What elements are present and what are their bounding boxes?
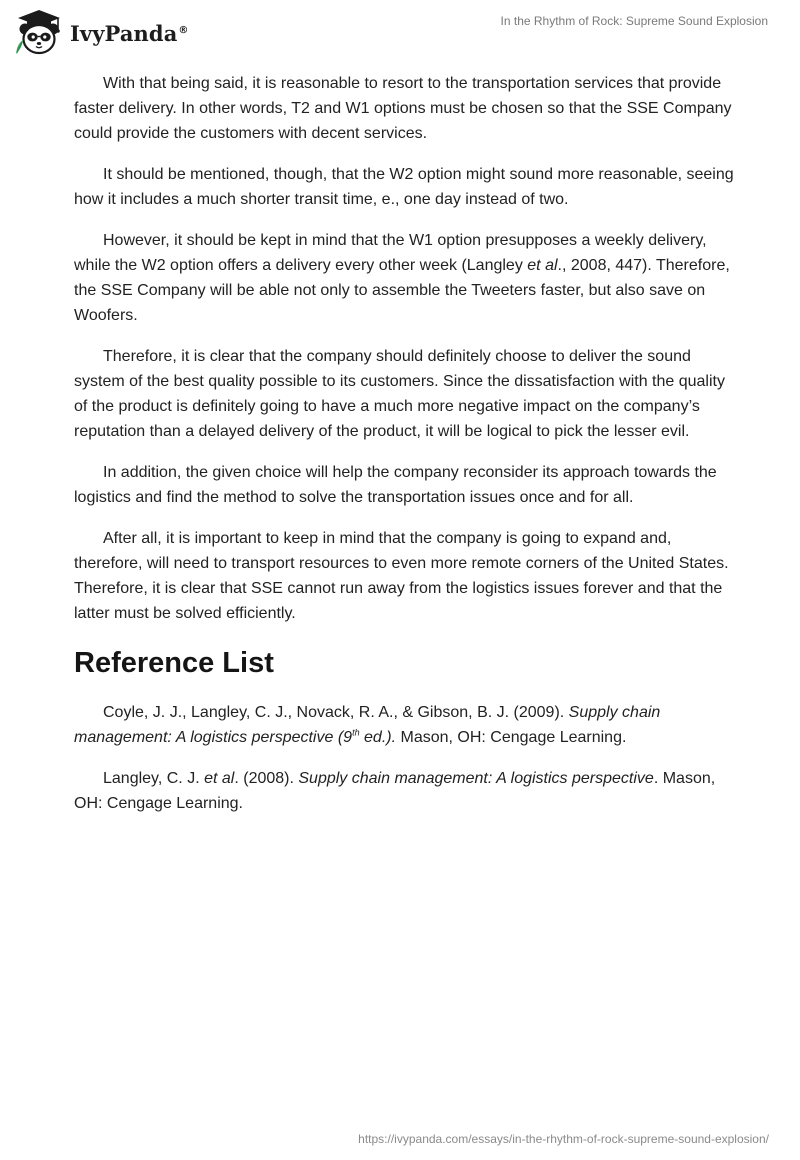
body-paragraph: It should be mentioned, though, that the W2 option might sound more reasonable, seeing how it includes a much shorter transit time, e., one day instead of two. [74, 166, 734, 208]
panda-graduate-icon [14, 8, 64, 56]
page-header [0, 0, 800, 60]
reference-entry: Langley, C. J. et al. (2008). Supply chain management: A logistics perspective. Mason, OH: Cengage Learning. [74, 770, 716, 812]
reference-list-heading: Reference List [74, 647, 274, 679]
body-paragraph: Therefore, it is clear that the company should definitely choose to deliver the sound system of the best quality possible to its customers. Since the dissatisfaction with the quality of the product is definitely going to have a much more negative impact on the company’s reputation than a delayed delivery of the product, it will be logical to pick the lesser evil. [74, 348, 725, 440]
body-paragraph: However, it should be kept in mind that the W1 option presupposes a weekly delivery, while the W2 option offers a delivery every other week (Langley et al., 2008, 447). Therefore, the SSE Company will be able not only to assemble the Tweeters faster, but also save on Woofers. [74, 232, 730, 324]
source-url[interactable]: https://ivypanda.com/essays/in-the-rhythm-of-rock-supreme-sound-explosion/ [358, 1132, 769, 1146]
body-paragraph: In addition, the given choice will help the company reconsider its approach towards the logistics and find the method to solve the transportation issues once and for all. [74, 464, 717, 506]
body-paragraph: After all, it is important to keep in mind that the company is going to expand and, therefore, will need to transport resources to even more remote corners of the United States. Therefore, it is clear that SSE cannot run away from the logistics issues forever and that the latter must be solved efficiently. [74, 530, 729, 622]
document-title: In the Rhythm of Rock: Supreme Sound Explosion [500, 14, 768, 28]
essay-body [74, 71, 734, 832]
ivypanda-logo[interactable] [14, 8, 189, 56]
body-paragraph: With that being said, it is reasonable to resort to the transportation services that provide faster delivery. In other words, T2 and W1 options must be chosen so that the SSE Company could provide the customers with decent services. [74, 75, 732, 142]
logo-wordmark: IvyPanda® [70, 20, 189, 46]
reference-entry: Coyle, J. J., Langley, C. J., Novack, R. A., & Gibson, B. J. (2009). Supply chain management: A logistics perspective (9th ed.). Mason, OH: Cengage Learning. [74, 704, 661, 746]
